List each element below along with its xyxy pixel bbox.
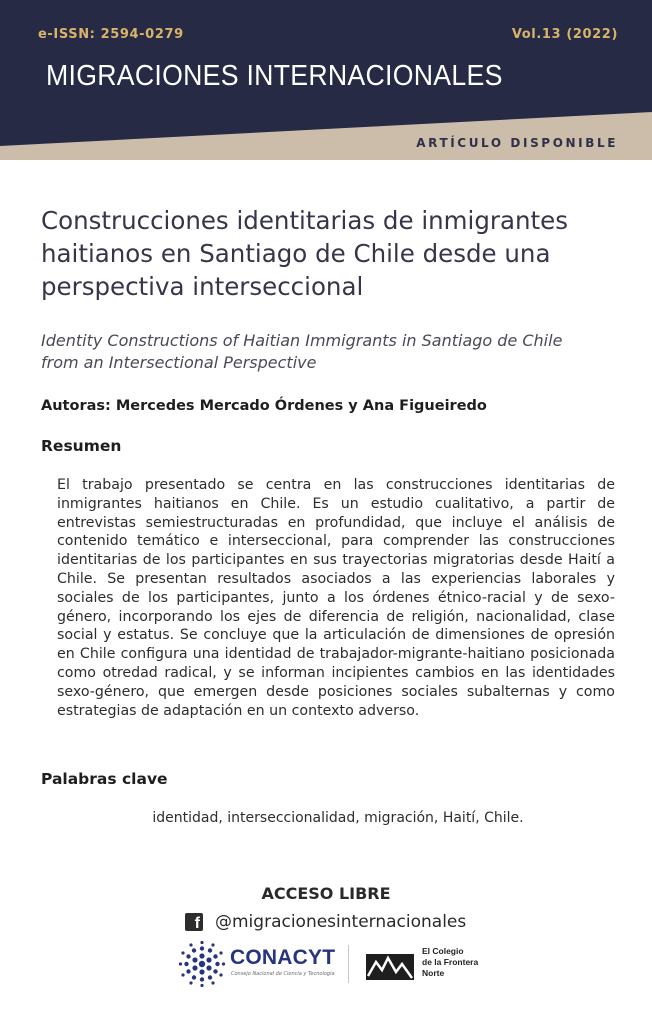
facebook-link[interactable]: [185, 912, 466, 932]
conacyt-logo-icon: [178, 940, 226, 988]
colef-logo-icon: [366, 950, 414, 982]
conacyt-subtitle: Consejo Nacional de Ciencia y Tecnología: [231, 971, 335, 977]
journal-header: [0, 0, 652, 160]
journal-title: MIGRACIONES INTERNACIONALES: [46, 60, 503, 92]
article-available-badge: ARTÍCULO DISPONIBLE: [416, 136, 618, 150]
social-handle: @migracionesinternacionales: [215, 912, 467, 932]
volume-label: Vol.13 (2022): [511, 27, 618, 42]
keywords-heading: Palabras clave: [41, 770, 168, 788]
facebook-icon: f: [185, 913, 203, 931]
sponsor-logos: [178, 940, 498, 990]
logo-divider: [348, 945, 349, 983]
colef-name: El Colegio de la Frontera Norte: [422, 946, 479, 978]
article-title: Construcciones identitarias de inmigrantes haitianos en Santiago de Chile desde una perspectiva interseccional: [41, 206, 568, 301]
abstract-text: El trabajo presentado se centra en las construcciones identitarias de inmigrantes haitianos en Chile. Es un estudio cualitativo, a partir de entrevistas semiestructuradas en profundidad, que incluye el análisis de contenido temático e interseccional, para comprender las construcciones identitarias de los participantes en sus trayectorias migratorias desde Haití a Chile. Se presentan resultados asociados a las experiencias laborales y sociales de los participantes, junto a los órdenes étnico-racial y de sexo-género, incorporando los ejes de diferencia de religión, nacionalidad, clase social y estatus. Se concluye que la articulación de dimensiones de opresión en Chile configura una identidad de trabajador-migrante-haitiano posicionada como otredad radical, y se informan incipientes cambios en las identidades sexo-género, que emergen desde posiciones sociales subalternas y como estrategias de adaptación en un contexto adverso.: [57, 477, 615, 719]
conacyt-wordmark: CONACYT: [230, 946, 336, 969]
issn-label: e-ISSN: 2594-0279: [38, 27, 184, 42]
authors-line: Autoras: Mercedes Mercado Órdenes y Ana Figueiredo: [41, 398, 487, 414]
open-access-label: ACCESO LIBRE: [261, 884, 391, 903]
article-subtitle-english: Identity Constructions of Haitian Immigrants in Santiago de Chile from an Intersectional Perspective: [41, 331, 563, 372]
abstract-heading: Resumen: [41, 437, 122, 455]
keywords-text: identidad, interseccionalidad, migración, Haití, Chile.: [152, 810, 524, 826]
